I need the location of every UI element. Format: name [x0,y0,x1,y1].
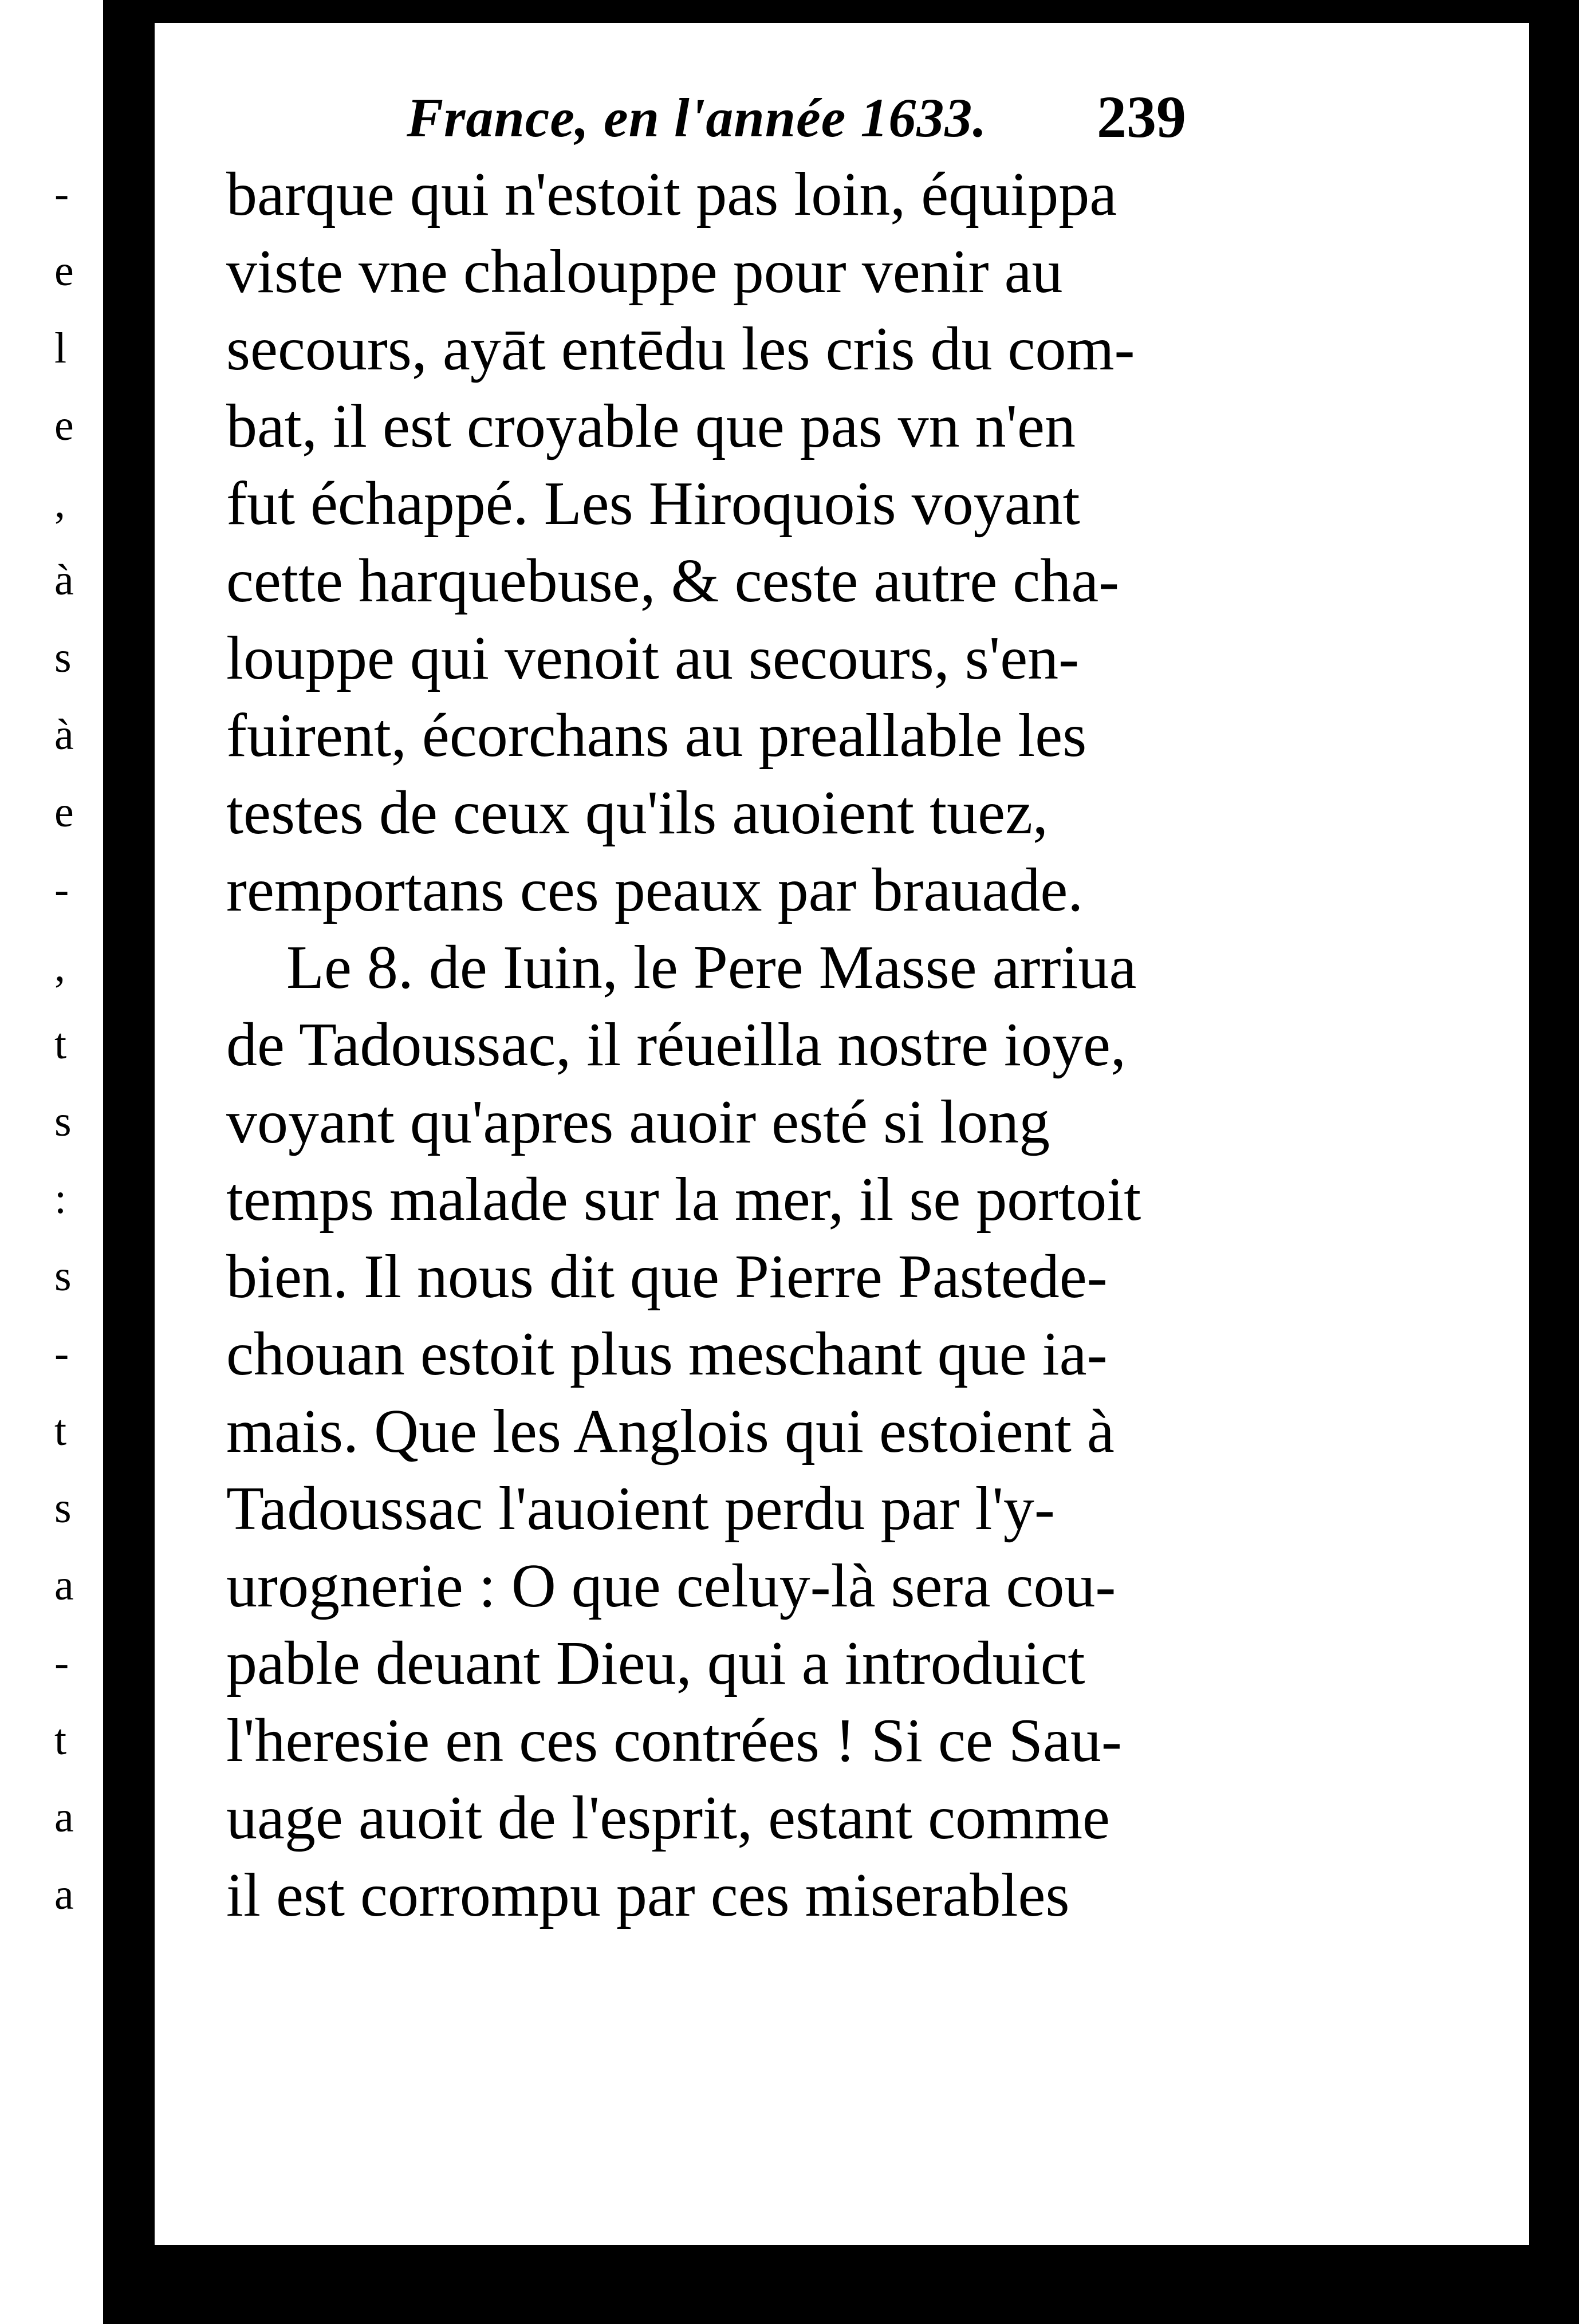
text-line: de Tadoussac, il réueilla nostre ioye, [226,1011,1126,1079]
text-line: chouan estoit plus meschant que ia- [226,1320,1108,1388]
left-page-fragment: à [54,556,74,604]
left-page-fragment: s [54,1252,72,1300]
text-line: uage auoit de l'esprit, estant comme [226,1784,1110,1852]
left-facing-page [0,0,103,2324]
text-line: pable deuant Dieu, qui a introduict [226,1629,1085,1697]
left-page-fragment: - [54,170,69,218]
left-page-fragment: t [54,1407,67,1455]
left-page-fragment: - [54,1329,69,1377]
book-page [155,23,1529,2245]
left-page-fragment: a [54,1870,74,1919]
left-page-fragment: e [54,247,74,295]
left-page-fragment: e [54,788,74,836]
left-page-fragment: e [54,401,74,450]
book-gutter [103,0,155,2324]
left-page-fragment: s [54,1484,72,1532]
left-page-fragment: , [54,479,65,527]
page-number: 239 [1097,84,1186,150]
text-line: il est corrompu par ces miserables [226,1861,1070,1929]
text-line: testes de ceux qu'ils auoient tuez, [226,779,1049,847]
text-line: temps malade sur la mer, il se portoit [226,1165,1141,1234]
text-line: bien. Il nous dit que Pierre Pastede- [226,1243,1108,1311]
left-page-fragment: s [54,1097,72,1145]
left-page-fragment: t [54,1716,67,1764]
text-line: urognerie : O que celuy-là sera cou- [226,1552,1116,1620]
text-line: fut échappé. Les Hiroquois voyant [226,470,1080,538]
text-line: Tadoussac l'auoient perdu par l'y- [226,1475,1055,1543]
running-title: France, en l'année 1633. [407,87,987,148]
left-page-fragment: - [54,1638,69,1687]
left-page-fragment: , [54,943,65,991]
left-page-fragment: l [54,324,67,372]
body-text [226,156,1303,1934]
text-line: voyant qu'apres auoir esté si long [226,1088,1050,1156]
text-line: cette harquebuse, & ceste autre cha- [226,547,1120,615]
text-line: fuirent, écorchans au preallable les [226,702,1087,770]
text-line: Le 8. de Iuin, le Pere Masse arriua [286,933,1137,1002]
text-line: bat, il est croyable que pas vn n'en [226,392,1076,460]
text-line: mais. Que les Anglois qui estoient à [226,1397,1115,1466]
left-page-fragment: a [54,1793,74,1841]
left-page-fragment: s [54,633,72,682]
left-page-fragment: à [54,711,74,759]
text-line: viste vne chalouppe pour venir au [226,238,1063,306]
text-line: secours, ayāt entēdu les cris du com- [226,315,1135,383]
left-page-fragment: - [54,865,69,913]
left-page-fragment: t [54,1020,67,1068]
text-line: remportans ces peaux par brauade. [226,856,1084,924]
text-line: barque qui n'estoit pas loin, équippa [226,160,1117,229]
text-line: louppe qui venoit au secours, s'en- [226,624,1080,692]
left-page-fragment: a [54,1561,74,1609]
text-line: l'heresie en ces contrées ! Si ce Sau- [226,1707,1122,1775]
left-page-fragment: : [54,1175,67,1223]
